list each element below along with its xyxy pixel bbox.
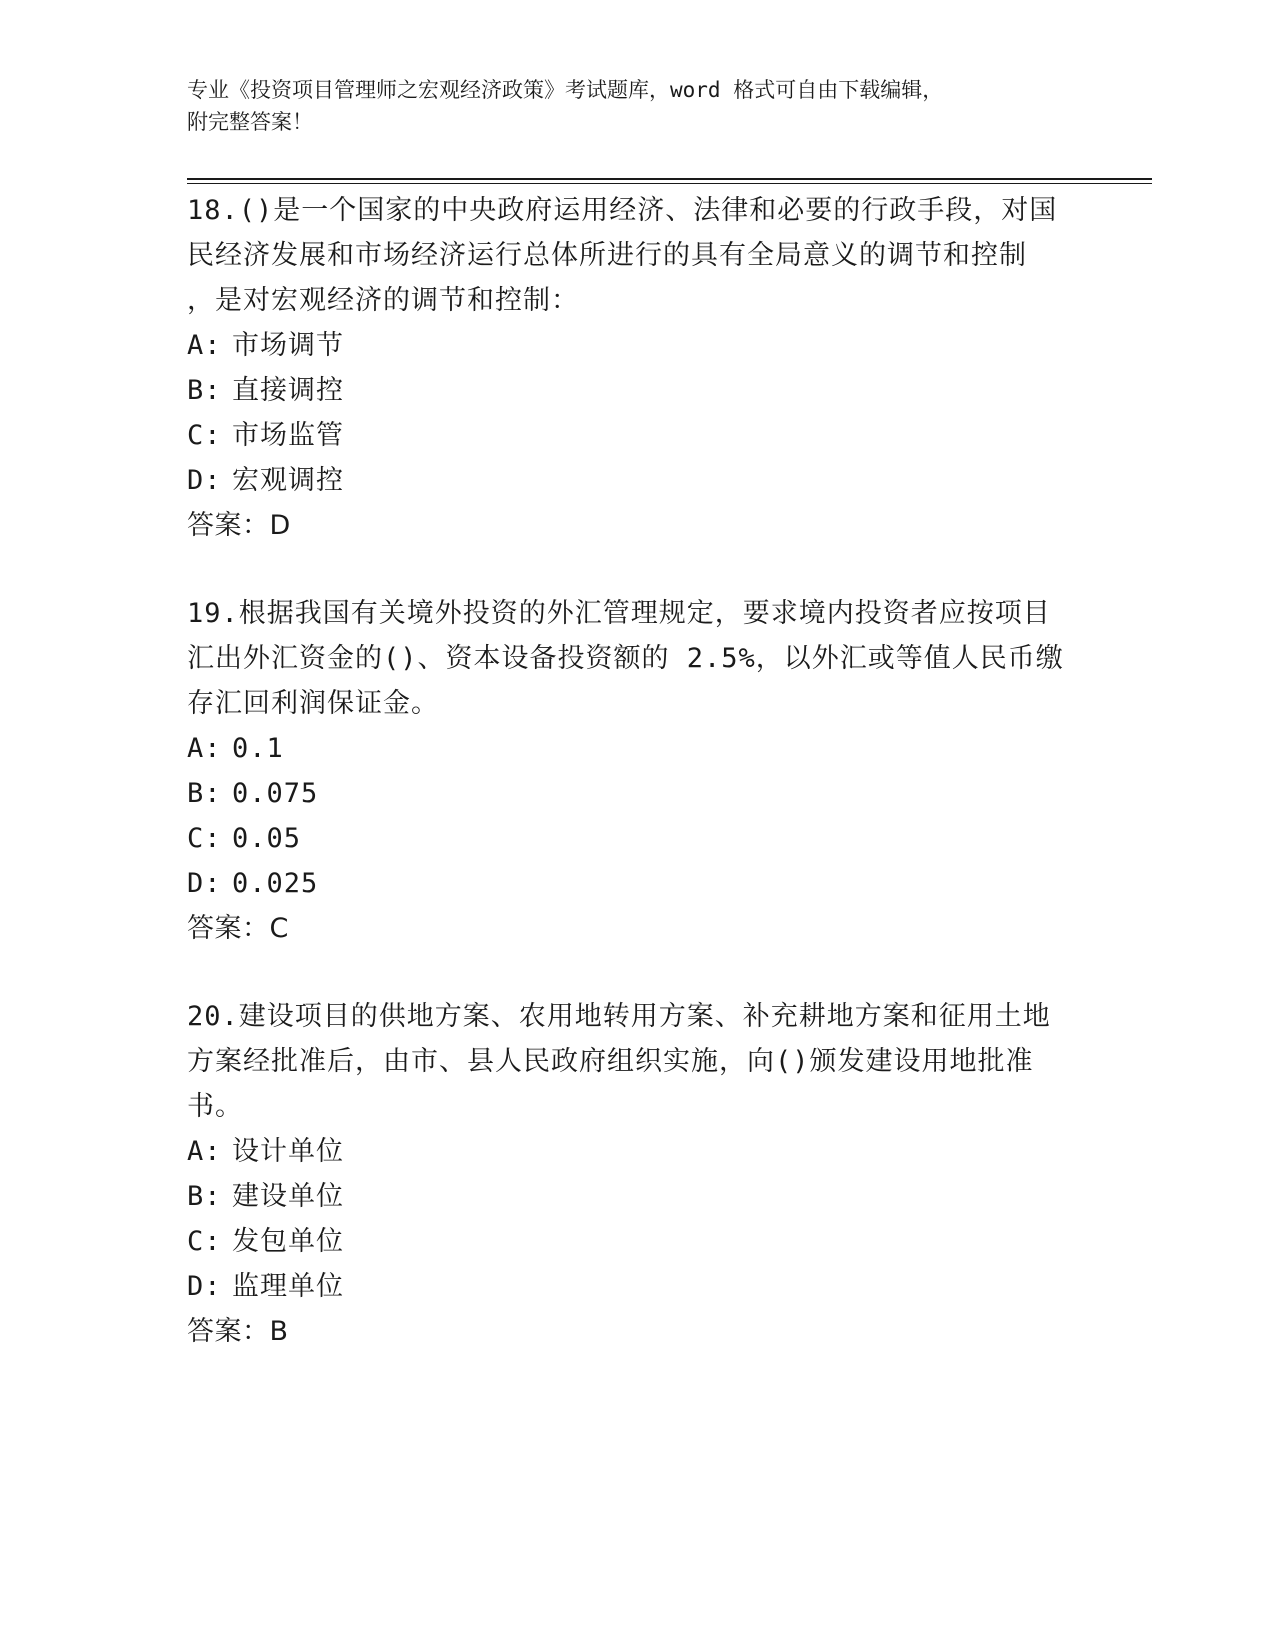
answer-line: 答案：D <box>187 510 291 541</box>
option-key: C: <box>187 823 222 854</box>
question-text-line: ，是对宏观经济的调节和控制： <box>187 285 579 316</box>
option-key: B: <box>187 1181 222 1212</box>
option-key: D: <box>187 1271 222 1302</box>
option-key: D: <box>187 868 222 899</box>
option-key: D: <box>187 465 222 496</box>
option-c <box>187 1219 1087 1264</box>
option-b <box>187 771 1087 816</box>
question-text-line: 方案经批准后，由市、县人民政府组织实施，向()颁发建设用地批准 <box>187 1046 1034 1077</box>
option-a <box>187 323 1087 368</box>
option-key: B: <box>187 375 222 406</box>
option-key: A: <box>187 1136 222 1167</box>
option-text: 市场调节 <box>232 330 344 361</box>
question-text-line: 书。 <box>187 1091 243 1122</box>
option-text: 0.075 <box>232 778 319 809</box>
answer-line: 答案：C <box>187 913 289 944</box>
option-text: 建设单位 <box>232 1181 344 1212</box>
header-line-2: 附完整答案！ <box>187 110 313 134</box>
question-text-line: 18.()是一个国家的中央政府运用经济、法律和必要的行政手段，对国 <box>187 195 1058 226</box>
option-key: A: <box>187 330 222 361</box>
question-text-line: 19.根据我国有关境外投资的外汇管理规定，要求境内投资者应按项目 <box>187 598 1051 629</box>
question-list <box>187 188 1087 1397</box>
option-text: 发包单位 <box>232 1226 344 1257</box>
question-20 <box>187 994 1087 1354</box>
option-b <box>187 1174 1087 1219</box>
option-key: A: <box>187 733 222 764</box>
option-text: 监理单位 <box>232 1271 344 1302</box>
option-text: 0.1 <box>232 733 284 764</box>
option-text: 0.05 <box>232 823 302 854</box>
header-divider-thin <box>187 183 1152 184</box>
question-text-line: 存汇回利润保证金。 <box>187 688 439 719</box>
question-text-line: 汇出外汇资金的()、资本设备投资额的 2.5%，以外汇或等值人民币缴 <box>187 643 1064 674</box>
question-text-line: 20.建设项目的供地方案、农用地转用方案、补充耕地方案和征用土地 <box>187 1001 1051 1032</box>
header-divider-thick <box>187 178 1152 180</box>
option-key: C: <box>187 420 222 451</box>
option-text: 直接调控 <box>232 375 344 406</box>
option-d <box>187 861 1087 906</box>
option-a <box>187 1129 1087 1174</box>
option-text: 宏观调控 <box>232 465 344 496</box>
question-text-line: 民经济发展和市场经济运行总体所进行的具有全局意义的调节和控制 <box>187 240 1027 271</box>
question-18 <box>187 188 1087 548</box>
option-a <box>187 726 1087 771</box>
option-key: B: <box>187 778 222 809</box>
option-text: 市场监管 <box>232 420 344 451</box>
option-text: 设计单位 <box>232 1136 344 1167</box>
option-c <box>187 816 1087 861</box>
document-header <box>187 74 1087 138</box>
option-d <box>187 1264 1087 1309</box>
option-d <box>187 458 1087 503</box>
option-key: C: <box>187 1226 222 1257</box>
header-line-1: 专业《投资项目管理师之宏观经济政策》考试题库，word 格式可自由下载编辑， <box>187 78 944 102</box>
option-c <box>187 413 1087 458</box>
option-text: 0.025 <box>232 868 319 899</box>
answer-line: 答案：B <box>187 1316 289 1347</box>
question-19 <box>187 591 1087 951</box>
option-b <box>187 368 1087 413</box>
